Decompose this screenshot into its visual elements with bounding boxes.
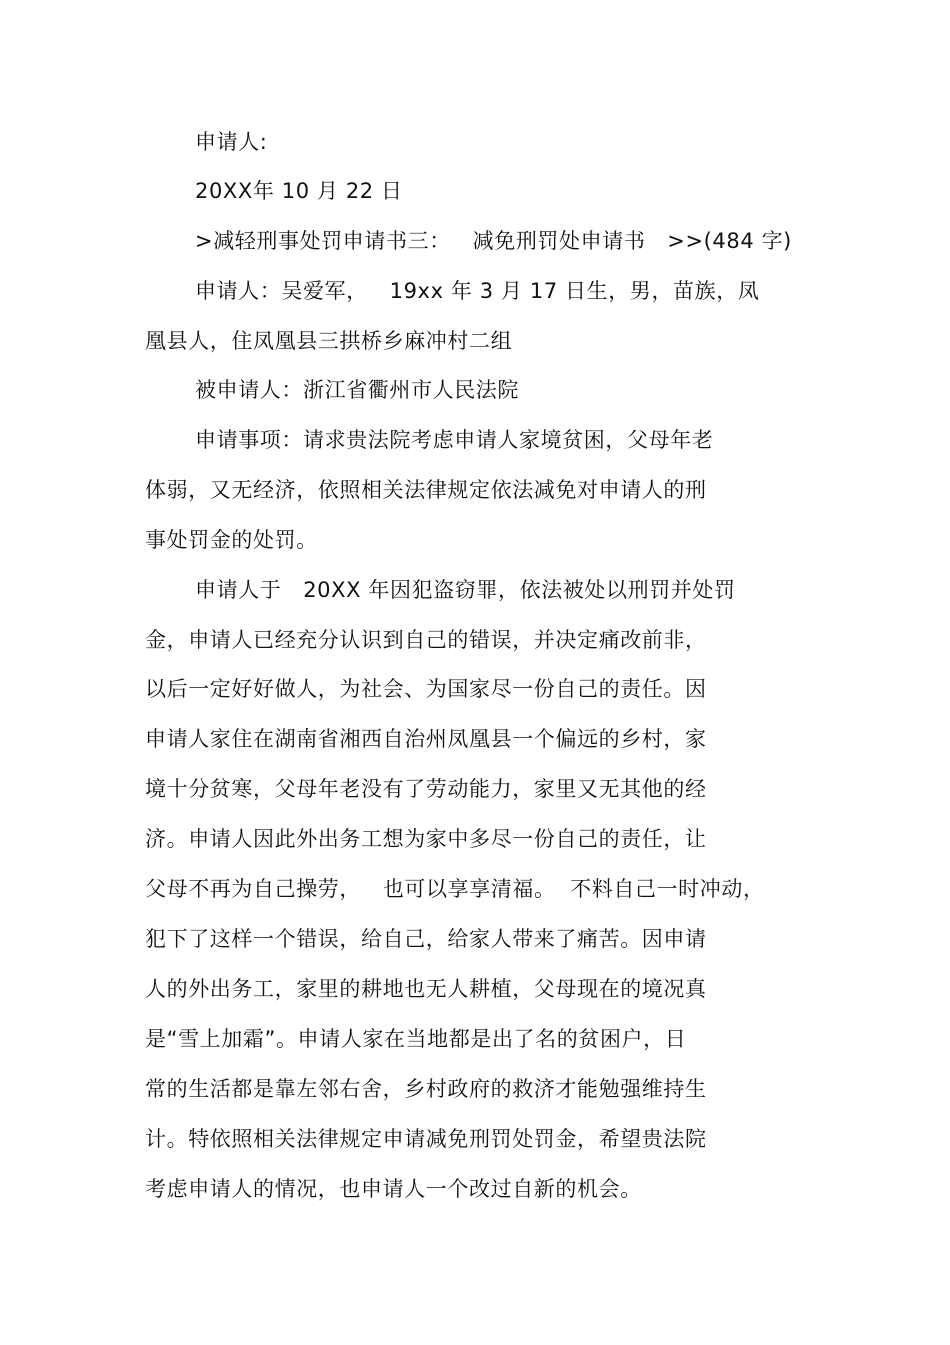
body-line-12: 计。特依照相关法律规定申请减免刑罚处罚金，希望贵法院 (145, 1127, 707, 1151)
body-line-11: 常的生活都是靠左邻右舍，乡村政府的救济才能勉强维持生 (145, 1077, 707, 1101)
body-line-1: 申请人于 20XX 年因犯盗窃罪，依法被处以刑罚并处罚 (195, 578, 736, 602)
body-line-9: 人的外出务工，家里的耕地也无人耕植，父母现在的境况真 (145, 977, 707, 1001)
applicant-signature-label: 申请人: (195, 130, 268, 154)
body-line-4: 申请人家住在湖南省湘西自治州凤凰县一个偏远的乡村，家 (145, 727, 707, 751)
body-line-7: 父母不再为自己操劳， 也可以享享清福。 不料自己一时冲动， (145, 877, 765, 901)
applicant-info-line-2: 凰县人，住凤凰县三拱桥乡麻冲村二组 (145, 329, 513, 353)
request-line-3: 事处罚金的处罚。 (145, 528, 318, 552)
signature-date: 20XX年 10 月 22 日 (195, 179, 403, 203)
body-line-2: 金，申请人已经充分认识到自己的错误，并决定痛改前非， (145, 628, 707, 652)
request-line-1: 申请事项：请求贵法院考虑申请人家境贫困，父母年老 (195, 428, 714, 452)
applicant-info-line-1: 申请人：吴爱军， 19xx 年 3 月 17 日生，男，苗族，凤 (195, 279, 760, 303)
section-title: >减轻刑事处罚申请书三： 减免刑罚处申请书 >>(484 字) (195, 229, 792, 253)
body-line-8: 犯下了这样一个错误，给自己，给家人带来了痛苦。因申请 (145, 927, 707, 951)
request-line-2: 体弱，又无经济，依照相关法律规定依法减免对申请人的刑 (145, 478, 707, 502)
body-line-3: 以后一定好好做人，为社会、为国家尽一份自己的责任。因 (145, 677, 707, 701)
body-line-5: 境十分贫寒，父母年老没有了劳动能力，家里又无其他的经 (145, 777, 707, 801)
body-line-13: 考虑申请人的情况，也申请人一个改过自新的机会。 (145, 1177, 642, 1201)
body-line-10: 是“雪上加霜”。申请人家在当地都是出了名的贫困户，日 (145, 1027, 687, 1051)
body-line-6: 济。申请人因此外出务工想为家中多尽一份自己的责任，让 (145, 827, 707, 851)
respondent-line: 被申请人：浙江省衢州市人民法院 (195, 378, 519, 402)
